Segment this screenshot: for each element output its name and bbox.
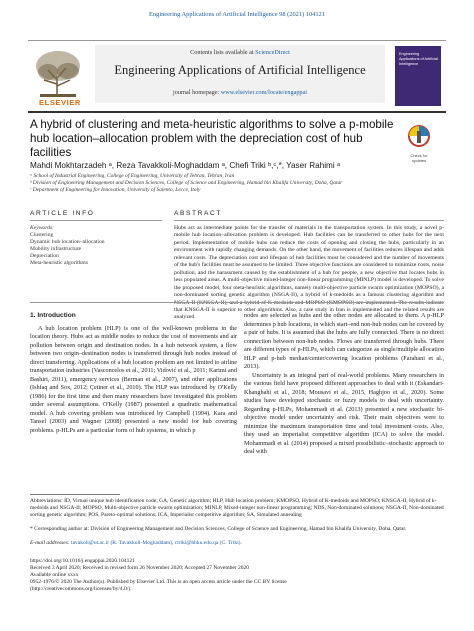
journal-cover-text: Engineering Applications of Artificial Intelligence (399, 52, 438, 66)
journal-reference[interactable]: Engineering Applications of Artificial Intelligence 98 (2021) 104121 (149, 11, 325, 18)
keyword-item: Clustering (30, 232, 54, 238)
abbreviations-footnote: Abbreviations: ID, Virtual unique hub identification code; GA, Genetic algorithm; HLP, Hub location problem; KMOPSO, Hybrid of K-medoids and MOPSO; KNSGA-II, Hybrid of k-medoids and NSGA-II; MOPSO, Multi-objective particle swarm optimization; MINLP, Mixed-integer non-linear programming; NDS, Non-dominated solutions; NSGA-II, Non-dominated sorting genetic algorithm; POS, Pareto-optimal solutions; ICA, Imperialist competitive algorithm; SA, Simulated annealing (30, 498, 444, 518)
publisher-name: ELSEVIER (39, 98, 81, 107)
available-online: Available online xxxx (30, 572, 79, 578)
homepage-link[interactable]: www.elsevier.com/locate/engappai (220, 89, 307, 96)
abstract-bottom-rule (30, 302, 444, 303)
affiliation-b: ᵇ Division of Engineering Management and Decision Sciences, College of Science and Engineering, Hamad bin Khalifa University, Doha, Qatar (30, 180, 343, 186)
contents-line: Contents lists available at ScienceDirect (190, 49, 290, 56)
corresponding-author-footnote: * Corresponding author at: Division of Engineering Management and Decision Sciences, College of Science and Engineering, Hamad bin Khalifa University, Doha, Qatar. (30, 526, 407, 532)
doi-link[interactable]: https://doi.org/10.1016/j.engappai.2020.104121 (30, 558, 135, 564)
journal-title: Engineering Applications of Artificial Intelligence (114, 63, 366, 77)
body-paragraph: Uncertainty is an integral part of real-world problems. Many researchers in the various field have proposed different approaches to deal with it (Eskandari-Khanghahi et al., 2018; Mousavi et al., 2015, Haghjoo et al., 2020). Some studies have developed stochastic or fuzzy models to deal with uncertainty. Regarding p-HLPs, Mohammadi et al. (2013) presented a new stochastic bi-objective model under uncertainty and risk. Their main objectives were to minimize the maximum transportation time and total investment costs. Also, they used an imperialist competitive algorithm (ICA) to solve the model. Mohammadi et al. (2014) proposed a mixed possibilistic–stochastic approach to deal with (244, 371, 444, 455)
crossmark-icon (404, 124, 434, 148)
body-paragraph: nodes are selected as hubs and the other nodes are allocated to them. A p-HLP determines p hub locations, in which start–end non-hub nodes can be covered by a pair of hubs. It is assumed that the hubs are fully connected. There is no direct connection between non-hub nodes. Flows are transferred through hubs. There are different types of p-HLPs, which can categorize as single/multiple allocation HLP and p-hub median/center/covering location problems (Farahani et al., 2013). (244, 312, 444, 370)
affiliation-a: ᵃ School of Industrial Engineering, College of Engineering, University of Tehran, Tehran, Iran (30, 173, 235, 179)
article-authors[interactable]: Mahdi Mokhtarzadeh ᵃ, Reza Tavakkoli-Moghaddam ᵃ, Chefi Triki ᵇ,ᶜ,*, Yaser Rahimi ᵃ (30, 161, 341, 170)
dates-line: Received 3 April 2020; Received in revised form 26 November 2020; Accepted 27 November 2020 (30, 565, 250, 571)
sciencedirect-link[interactable]: ScienceDirect (255, 49, 290, 56)
keywords-label: Keywords: (30, 225, 55, 231)
journal-header-box (95, 45, 385, 103)
article-info-rule (30, 220, 162, 221)
article-info-heading: ARTICLE INFO (30, 210, 95, 217)
body-paragraph: A hub location problem (HLP) is one of the well-known problems in the location theory. Hubs act as middle nodes to reduce the cost of movements and air pollution between origin and destination nodes. In a hub network system, a flow between two origin–destination nodes is transferred through hub nodes instead of direct transferring. Applications of a hub location problem are not limited to airline transportation industries (Vasconcelos et al., 2011; Vidović et al., 2011; Karimi and Bashiri, 2011), emergency services (Berman et al., 2007), and other applications (Ishfaq and Sox, 2012; Çetiner et al., 2010). The HLP was introduced by O'Kelly (1986) for the first time and then many researchers have investigated this problem under several assumptions. O'Kelly (1987) presented a quadratic mathematical model. A hub covering problem was introduced by Campbell (1994). Kara and Tansel (2003) and Wagner (2008) presented a new model for hub covering problems. p-HLPs are a particular form of hub systems, in which p (30, 324, 237, 434)
abstract-rule (174, 220, 444, 221)
email-footnote: E-mail addresses: tavakoli@ut.ac.ir (R. Tavakkoli-Moghaddam), ctriki@hbku.edu.qa (C. Triki). (30, 540, 242, 546)
keyword-item: Depreciation (30, 253, 59, 259)
keyword-item: Dynamic hub location–allocation (30, 239, 105, 245)
introduction-heading: 1. Introduction (30, 312, 76, 319)
body-left-column (30, 312, 237, 435)
copyright-line: 0952-1976/© 2020 The Author(s). Published by Elsevier Ltd. This is an open access article under the CC BY license (30, 579, 287, 585)
keyword-item: Meta-heuristic algorithms (30, 260, 88, 266)
abstract-text: Hubs act as intermediate points for the transfer of materials in the transportation system. In this study, a novel p-mobile hub location–allocation problem is developed. Hub facilities can be transferred to other hubs for the next period. Implementation of mobile hubs can reduce the costs of opening and closing the hubs, particularly in an environment with rapidly changing demands. On the other hand, the movement of facilities reduces lifespan and adds relevant costs. The depreciation cost and lifespan of hub facilities must be considered and the number of movements of the hub's facilities must be assumed to be limited. Three objective functions are considered to minimize costs, noise pollution, and the harassment caused by the establishment of a hub for people, a new objective that locates hubs in less populated areas. A multi-objective mixed-integer non-linear programming (MINLP) model is developed. To solve the proposed model, four meta-heuristic algorithms, namely multi-objective particle swarm optimization (MOPSO), a non-dominated sorting genetic algorithm (NSGA-II), a hybrid of k-medoids as a famous clustering algorithm and NSGA-II (KNSGA-II), and a hybrid of K-medoids and MOPSO (KMOPSO) are implemented. The results indicate that KNSGA-II is superior to other algorithms. Also, a case study in Iran is implemented and the related results are analyzed. (174, 225, 444, 321)
header-top-rule (28, 40, 446, 41)
article-title: A hybrid of clustering and meta-heuristic algorithms to solve a p-mobile hub location–allocation problem with the depreciation cost of hub facilities (30, 118, 394, 159)
keyword-item: Mobility infrastructure (30, 246, 82, 252)
body-right-column (244, 312, 444, 457)
abstract-heading: ABSTRACT (174, 210, 222, 217)
footnote-rule (30, 494, 120, 495)
header-bottom-rule (28, 111, 446, 113)
crossmark-label: Check for updates (410, 153, 428, 163)
email-links[interactable]: tavakoli@ut.ac.ir (R. Tavakkoli-Moghaddam), ctriki@hbku.edu.qa (C. Triki). (71, 540, 242, 546)
affiliation-c: ᶜ Department of Engineering for Innovation, University of Salento, Lecce, Italy (30, 187, 201, 193)
homepage-line: journal homepage: www.elsevier.com/locate/engappai (173, 89, 307, 96)
check-for-updates-badge[interactable] (404, 124, 434, 162)
elsevier-tree-logo (30, 46, 86, 100)
license-link[interactable]: (http://creativecommons.org/licenses/by/4.0/). (30, 586, 132, 592)
